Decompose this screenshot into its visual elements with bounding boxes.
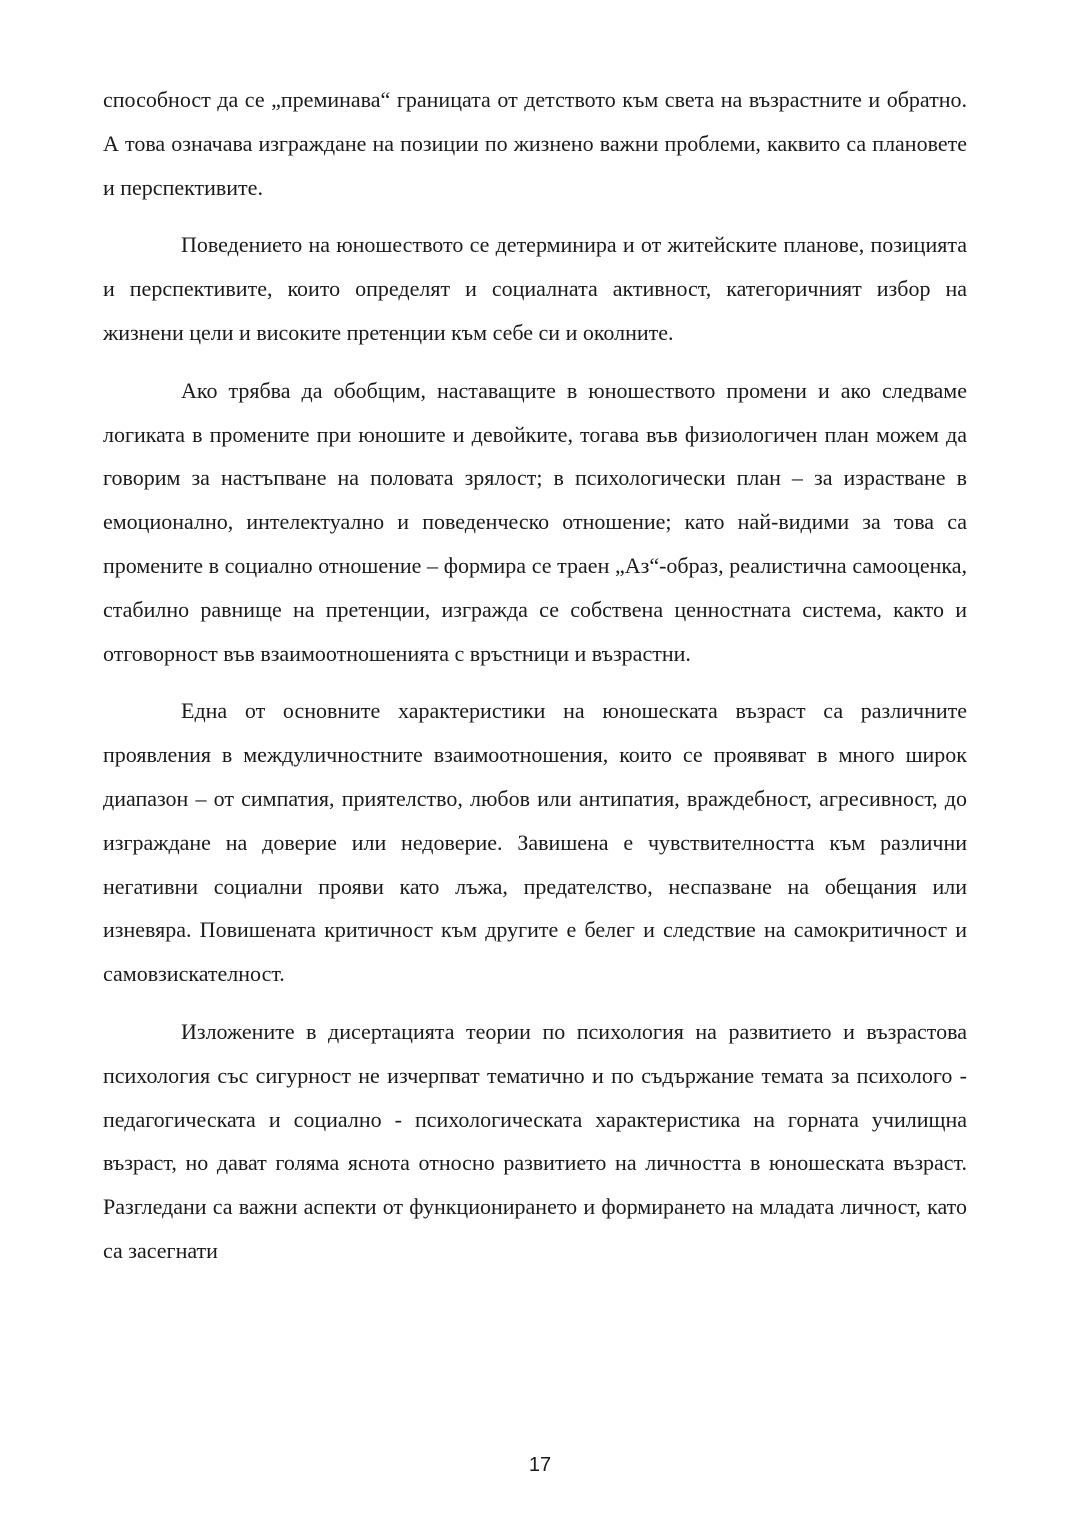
page-number: 17 (528, 1454, 552, 1476)
paragraph-3: Ако трябва да обобщим, наставащите в юношеството промени и ако следваме логиката в промените при юношите и девойките, тогава във физиологичен план можем да говорим за настъпване на половата зрялост; в психологически план – за израстване в емоционално, интелектуално и поведенческо отношение; като най-видими за това са промените в социално отношение – формира се траен „Аз“-образ, реалистична самооценка, стабилно равнище на претенции, изгражда се собствена ценностната система, както и отговорност във взаимоотношенията с връстници и възрастни. (103, 377, 967, 666)
paragraph-4: Една от основните характеристики на юношеската възраст са различните проявления в междуличностните взаимоотношения, които се проявяват в много широк диапазон – от симпатия, приятелство, любов или антипатия, враждебност, агресивност, до изграждане на доверие или недоверие. Завишена е чувствителността към различни негативни социални прояви като лъжа, предателство, неспазване на обещания или изневяра. Повишената критичност към другите е белег и следствие на самокритичност и самовзискателност. (103, 698, 967, 987)
paragraph-1: способност да се „преминава“ границата от детството към света на възрастните и обратно. А това означава изграждане на позиции по жизнено важни проблеми, каквито са плановете и перспективите. (103, 87, 967, 200)
paragraph-5: Изложените в дисертацията теории по психология на развитието и възрастова психология със сигурност не изчерпват тематично и по съдържание темата за психолого - педагогическата и социално - психологическата характеристика на горната училищна възраст, но дават голяма яснота относно развитието на личността в юношеската възраст. Разгледани са важни аспекти от функционирането и формирането на младата личност, като са засегнати (103, 1018, 967, 1263)
paragraph-2: Поведението на юношеството се детерминира и от житейските планове, позицията и перспективите, които определят и социалната активност, категоричният избор на жизнени цели и високите претенции към себе си и околните. (103, 232, 967, 345)
body-text (103, 78, 967, 1273)
